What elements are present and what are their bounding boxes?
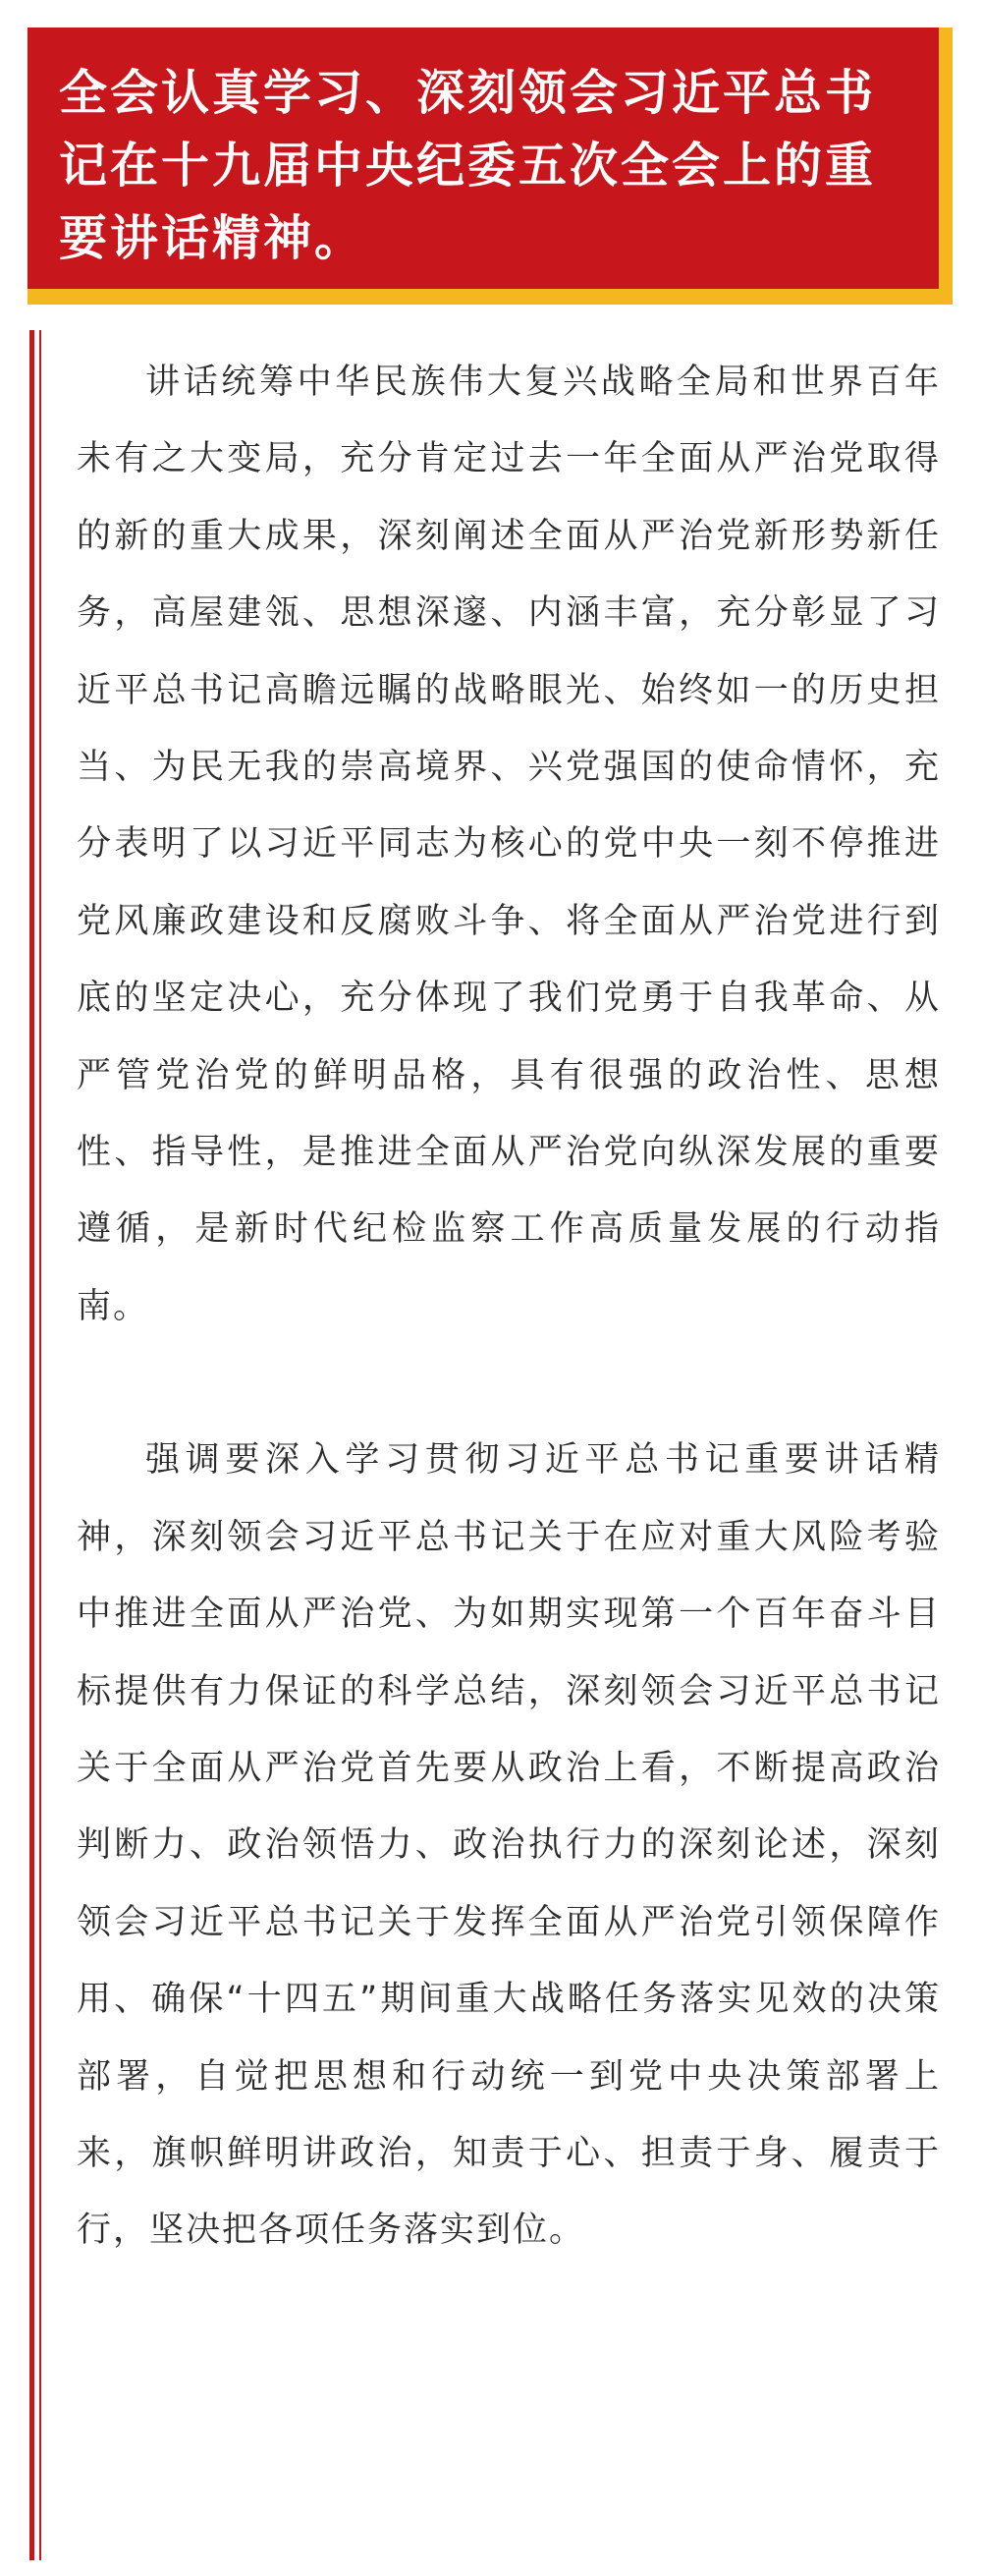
- left-rule-thick: [29, 330, 34, 2560]
- left-rule-thin: [39, 330, 41, 2560]
- article-body: [77, 344, 941, 2269]
- header-banner: [27, 28, 939, 289]
- paragraph-2: 强调要深入学习贯彻习近平总书记重要讲话精神，深刻领会习近平总书记关于在应对重大风险考验中推进全面从严治党、为如期实现第一个百年奋斗目标提供有力保证的科学总结，深刻领会习近平总书记关于全面从严治党首先要从政治上看，不断提高政治判断力、政治领悟力、政治执行力的深刻论述，深刻领会习近平总书记关于发挥全面从严治党引领保障作用、确保“十四五”期间重大战略任务落实见效的决策部署，自觉把思想和行动统一到党中央决策部署上来，旗帜鲜明讲政治，知责于心、担责于身、履责于行，坚决把各项任务落实到位。: [77, 1440, 941, 2251]
- paragraph-1: 讲话统筹中华民族伟大复兴战略全局和世界百年未有之大变局，充分肯定过去一年全面从严治党取得的新的重大成果，深刻阐述全面从严治党新形势新任务，高屋建瓴、思想深邃、内涵丰富，充分彰显了习近平总书记高瞻远瞩的战略眼光、始终如一的历史担当、为民无我的崇高境界、兴党强国的使命情怀，充分表明了以习近平同志为核心的党中央一刻不停推进党风廉政建设和反腐败斗争、将全面从严治党进行到底的坚定决心，充分体现了我们党勇于自我革命、从严管党治党的鲜明品格，具有很强的政治性、思想性、指导性，是推进全面从严治党向纵深发展的重要遵循，是新时代纪检监察工作高质量发展的行动指南。: [77, 363, 941, 1326]
- page-title: 全会认真学习、深刻领会习近平总书记在十九届中央纪委五次全会上的重要讲话精神。: [59, 65, 877, 266]
